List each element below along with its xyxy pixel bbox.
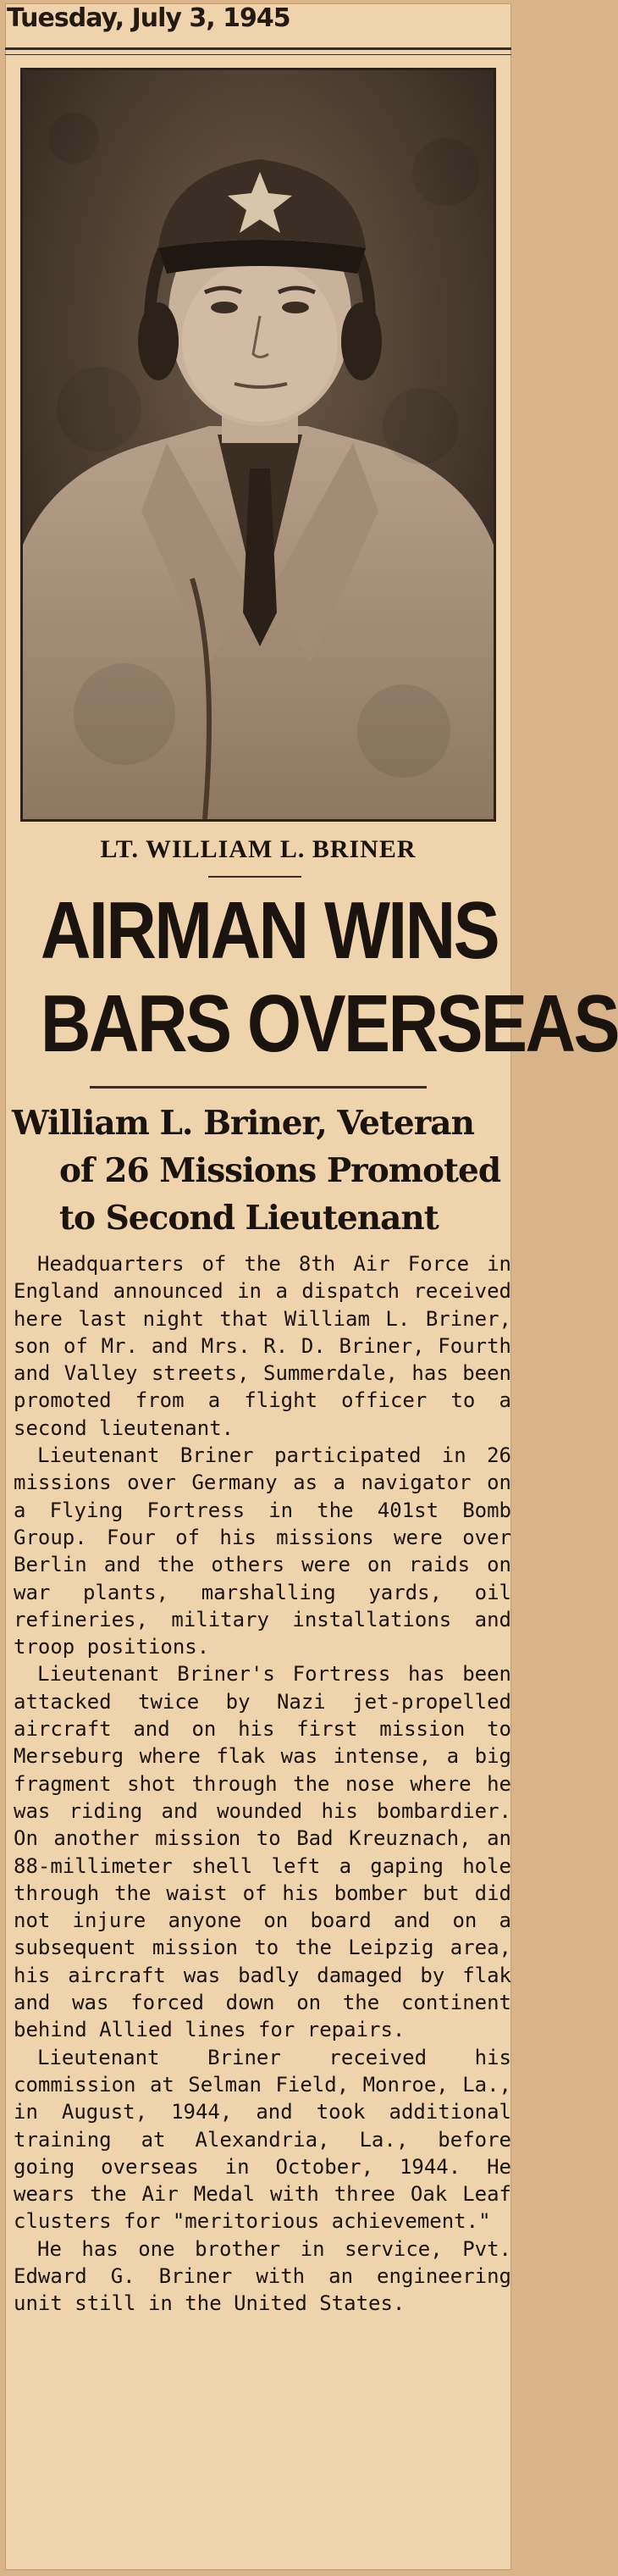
paragraph: Headquarters of the 8th Air Force in England announced in a dispatch received here last night that William L. Briner, son of Mr. and Mrs. R. D. Briner, Fourth and Valley streets, Summerdale, has been promoted from a flight officer to a second lieutenant. — [14, 1252, 511, 1440]
caption-rule — [208, 876, 301, 878]
headline-line-1: AIRMAN WINS — [40, 885, 499, 976]
top-rule — [5, 47, 511, 55]
headline-line-2: BARS OVERSEAS — [40, 978, 618, 1069]
portrait-photo — [20, 68, 496, 822]
headline-rule — [90, 1086, 427, 1089]
newspaper-clipping — [5, 3, 618, 2570]
headline — [40, 884, 618, 1071]
subhead-line-1: William L. Briner, Veteran — [12, 1104, 474, 1143]
paragraph: He has one brother in service, Pvt. Edward G. Briner with an engineering unit still in the United States. — [14, 2236, 511, 2316]
portrait-image — [23, 70, 494, 819]
subhead-line-2: of 26 Missions Promoted — [59, 1151, 501, 1190]
paragraph: Lieutenant Briner's Fortress has been attacked twice by Nazi jet-propelled aircraft and on his first mission to Merseburg where flak was intense, a big fragment shot through the nose where he was riding and wounded his bombardier. On another mission to Bad Kreuznach, an 88-millimeter shell left a gaping hole through the waist of his bomber but did not injure anyone on board and on a subsequent mission to the Leipzig area, his aircraft was badly damaged by flak and was forced down on the continent behind Allied lines for repairs. — [14, 1662, 511, 2042]
subheadline — [12, 1100, 508, 1242]
paragraph: Lieutenant Briner participated in 26 missions over Germany as a navigator on a Flying Fortress in the 401st Bomb Group. Four of his missions were over Berlin and the others were on raids on war plants, marshalling yards, oil refineries, military installations and troop positions. — [14, 1443, 511, 1659]
dateline: Tuesday, July 3, 1945 — [7, 3, 290, 33]
paragraph: Lieutenant Briner received his commission at Selman Field, Monroe, La., in August, 1944, and took additional training at Alexandria, La., before going overseas in October, 1944. He wears the Air Medal with three Oak Leaf clusters for "meritorious achievement." — [14, 2045, 511, 2234]
subhead-line-3: to Second Lieutenant — [59, 1199, 439, 1238]
article-body — [14, 1250, 511, 2318]
photo-caption: LT. WILLIAM L. BRINER — [100, 835, 417, 863]
